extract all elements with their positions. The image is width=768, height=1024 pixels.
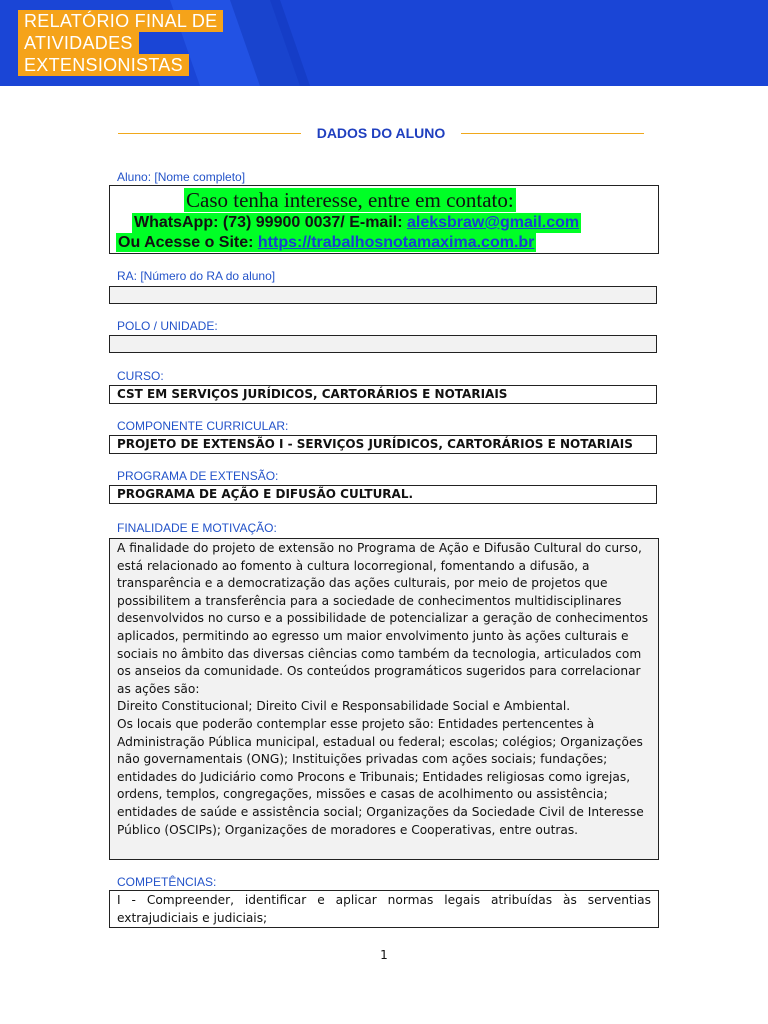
section-title: DADOS DO ALUNO [316, 125, 446, 141]
site-link[interactable]: https://trabalhosnotamaxima.com.br [257, 234, 535, 251]
finalidade-paragraph-2: Direito Constitucional; Direito Civil e Responsabilidade Social e Ambiental. [117, 699, 571, 714]
finalidade-paragraph-3: Os locais que poderão contemplar esse projeto são: Entidades pertencentes à Administração Pública municipal, estadual ou federal; escolas; colégios; Organizações não governamentais (ONG); Instituições privadas com ações sociais; fundações; entidades do Judiciário como Procons e Tribunais; Entidades religiosas como igrejas, ordens, templos, congregações, missões e casas de acolhimento ou assistência; entidades de saúde e assistência social; Organizações da Sociedade Civil de Interesse Público (OSCIPs); Organizações de moradores e Cooperativas, entre outras. [117, 716, 644, 837]
curso-value: CST EM SERVIÇOS JURÍDICOS, CARTORÁRIOS E NOTARIAIS [117, 387, 508, 401]
aluno-label: Aluno: [Nome completo] [117, 170, 246, 184]
curso-label: CURSO: [117, 369, 164, 383]
ra-label: RA: [Número do RA do aluno] [117, 269, 276, 283]
competencias-text: I - Compreender, identificar e aplicar normas legais atribuídas às serventias extrajudiciais e judiciais; [117, 893, 651, 925]
contact-site [116, 233, 536, 252]
contact-box [109, 185, 659, 254]
contact-whatsapp-email [132, 213, 581, 233]
finalidade-box [109, 538, 659, 860]
ra-field[interactable] [109, 286, 657, 304]
componente-label: COMPONENTE CURRICULAR: [117, 419, 289, 433]
whatsapp-text: WhatsApp: (73) 99900 0037/ E-mail: [134, 214, 407, 231]
polo-field[interactable] [109, 335, 657, 353]
banner-title-line-1: RELATÓRIO FINAL DE [18, 10, 223, 32]
finalidade-paragraph-1: A finalidade do projeto de extensão no Programa de Ação e Difusão Cultural do curso, está relacionado ao fomento à cultura locorregional, fomentando a difusão, a transparência e a democratização das ações culturais, por meio de projetos que possibilitem a transferência para a sociedade de conhecimentos multidisciplinares desenvolvidos no curso e a possibilidade de potencializar a geração de conhecimentos aplicados, permitindo ao egresso um maior envolvimento junto às ações culturais e sociais no âmbito das diversas ciências como também da tecnologia, articulados com os anseios da comunidade. Os conteúdos programáticos sugeridos para correlacionar as ações são: [117, 541, 649, 696]
banner-title [18, 10, 223, 76]
competencias-box [109, 890, 659, 928]
finalidade-label: FINALIDADE E MOTIVAÇÃO: [117, 521, 277, 535]
header-banner [0, 0, 768, 86]
section-rule-right [461, 133, 644, 134]
contact-heading: Caso tenha interesse, entre em contato: [186, 188, 514, 212]
site-prefix: Ou Acesse o Site: [118, 234, 258, 251]
programa-label: PROGRAMA DE EXTENSÃO: [117, 469, 279, 483]
page-number: 1 [380, 948, 388, 962]
section-header [118, 122, 644, 144]
programa-value: PROGRAMA DE AÇÃO E DIFUSÃO CULTURAL. [117, 487, 414, 501]
banner-title-line-2: ATIVIDADES [18, 32, 139, 54]
componente-value: PROJETO DE EXTENSÃO I - SERVIÇOS JURÍDICOS, CARTORÁRIOS E NOTARIAIS [117, 437, 633, 451]
email-link[interactable]: aleksbraw@gmail.com [406, 214, 580, 231]
competencias-label: COMPETÊNCIAS: [117, 875, 217, 889]
banner-title-line-3: EXTENSIONISTAS [18, 54, 189, 76]
polo-label: POLO / UNIDADE: [117, 319, 218, 333]
section-rule-left [118, 133, 301, 134]
